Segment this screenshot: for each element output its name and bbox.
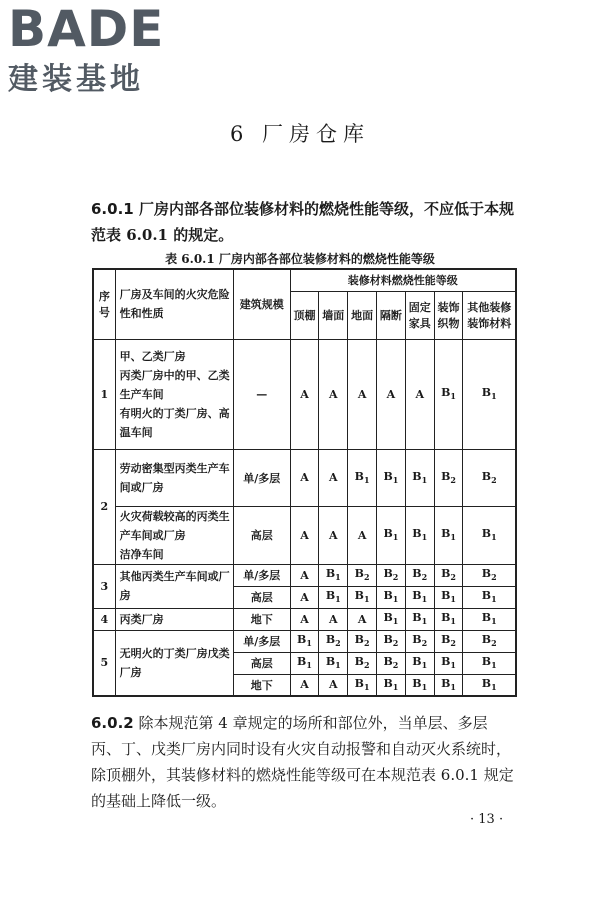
- cell-value: $B_1$: [348, 449, 377, 506]
- cell-value: $B_2$: [348, 630, 377, 652]
- header-seq: 序号: [93, 269, 115, 339]
- row-nature: 丙类厂房: [115, 608, 233, 630]
- cell-value: $B_1$: [319, 564, 348, 586]
- table-caption: 表 6.0.1 厂房内部各部位装修材料的燃烧性能等级: [165, 252, 435, 266]
- clause-6-0-1: [91, 196, 516, 248]
- cell-value: $B_1$: [463, 674, 516, 696]
- row-nature: 无明火的丁类厂房戊类厂房: [115, 630, 233, 696]
- logo-subtitle: 建装基地: [8, 62, 144, 97]
- cell-value: $B_1$: [463, 652, 516, 674]
- cell-value: $B_2$: [463, 449, 516, 506]
- cell-value: $B_1$: [434, 608, 463, 630]
- row-seq: 1: [93, 339, 115, 449]
- cell-value: A: [290, 564, 319, 586]
- cell-value: $B_1$: [463, 506, 516, 564]
- header-col: 地面: [348, 291, 377, 339]
- logo-wordmark: BADE: [8, 0, 165, 58]
- cell-value: $B_1$: [405, 608, 434, 630]
- cell-value: A: [405, 339, 434, 449]
- cell-value: $B_2$: [434, 449, 463, 506]
- row-scale: 单/多层: [233, 449, 290, 506]
- cell-value: $B_1$: [434, 652, 463, 674]
- cell-value: $B_1$: [463, 339, 516, 449]
- cell-value: A: [319, 339, 348, 449]
- cell-value: A: [348, 339, 377, 449]
- cell-value: $B_1$: [463, 608, 516, 630]
- row-scale: 单/多层: [233, 630, 290, 652]
- cell-value: $B_1$: [377, 506, 406, 564]
- cell-value: $B_1$: [434, 586, 463, 608]
- header-scale: 建筑规模: [233, 269, 290, 339]
- cell-value: A: [290, 339, 319, 449]
- cell-value: $B_1$: [405, 506, 434, 564]
- row-nature: 火灾荷载较高的丙类生产车间或厂房 洁净车间: [115, 506, 233, 564]
- cell-value: $B_2$: [319, 630, 348, 652]
- cell-value: $B_1$: [319, 586, 348, 608]
- row-scale: 高层: [233, 652, 290, 674]
- header-nature: 厂房及车间的火灾危险性和性质: [115, 269, 233, 339]
- header-grade-group: 装修材料燃烧性能等级: [290, 269, 516, 291]
- cell-value: $B_2$: [348, 564, 377, 586]
- cell-value: A: [319, 506, 348, 564]
- cell-value: $B_2$: [377, 652, 406, 674]
- cell-value: A: [290, 449, 319, 506]
- header-col: 其他装修装饰材料: [463, 291, 516, 339]
- cell-value: $B_1$: [348, 586, 377, 608]
- cell-value: A: [348, 608, 377, 630]
- cell-value: $B_1$: [290, 652, 319, 674]
- header-col: 墙面: [319, 291, 348, 339]
- row-nature: 其他丙类生产车间或厂房: [115, 564, 233, 608]
- row-seq: 3: [93, 564, 115, 608]
- header-col: 装饰织物: [434, 291, 463, 339]
- row-scale: 单/多层: [233, 564, 290, 586]
- cell-value: $B_1$: [377, 586, 406, 608]
- chapter-title: 6 厂房仓库: [229, 122, 371, 146]
- row-nature: 甲、乙类厂房 丙类厂房中的甲、乙类生产车间 有明火的丁类厂房、高温车间: [115, 339, 233, 449]
- cell-value: A: [290, 674, 319, 696]
- cell-value: A: [319, 449, 348, 506]
- cell-value: A: [348, 506, 377, 564]
- cell-value: A: [290, 608, 319, 630]
- header-col: 隔断: [377, 291, 406, 339]
- cell-value: A: [377, 339, 406, 449]
- cell-value: $B_2$: [463, 564, 516, 586]
- cell-value: A: [319, 608, 348, 630]
- row-seq: 2: [93, 449, 115, 564]
- page-number: · 13 ·: [470, 812, 504, 827]
- header-col: 顶棚: [290, 291, 319, 339]
- cell-value: $B_1$: [348, 674, 377, 696]
- clause-text: 除本规范第 4 章规定的场所和部位外，当单层、多层丙、丁、戊类厂房内同时设有火灾自动报警和自动灭火系统时，除顶棚外，其装修材料的燃烧性能等级可在本规范表 6.0.1 规定的基础上降低一级。: [91, 714, 514, 810]
- cell-value: $B_1$: [434, 506, 463, 564]
- cell-value: $B_1$: [405, 586, 434, 608]
- cell-value: $B_2$: [434, 630, 463, 652]
- cell-value: $B_1$: [319, 652, 348, 674]
- cell-value: A: [319, 674, 348, 696]
- cell-value: $B_2$: [405, 564, 434, 586]
- cell-value: $B_1$: [377, 608, 406, 630]
- cell-value: $B_1$: [405, 449, 434, 506]
- row-seq: 4: [93, 608, 115, 630]
- logo: [8, 0, 178, 98]
- row-scale: —: [233, 339, 290, 449]
- cell-value: $B_2$: [463, 630, 516, 652]
- cell-value: $B_2$: [377, 630, 406, 652]
- row-nature: 劳动密集型丙类生产车间或厂房: [115, 449, 233, 506]
- row-seq: 5: [93, 630, 115, 696]
- row-scale: 高层: [233, 506, 290, 564]
- cell-value: A: [290, 586, 319, 608]
- cell-value: $B_1$: [405, 674, 434, 696]
- cell-value: $B_1$: [377, 449, 406, 506]
- cell-value: $B_1$: [463, 586, 516, 608]
- cell-value: A: [290, 506, 319, 564]
- cell-value: $B_2$: [377, 564, 406, 586]
- row-scale: 高层: [233, 586, 290, 608]
- cell-value: $B_2$: [434, 564, 463, 586]
- cell-value: $B_1$: [290, 630, 319, 652]
- row-scale: 地下: [233, 674, 290, 696]
- clause-text: 厂房内部各部位装修材料的燃烧性能等级，不应低于本规范表 6.0.1 的规定。: [91, 200, 514, 244]
- cell-value: $B_1$: [434, 674, 463, 696]
- cell-value: $B_2$: [348, 652, 377, 674]
- row-scale: 地下: [233, 608, 290, 630]
- clause-number: 6.0.1: [91, 200, 134, 218]
- fire-rating-table: [92, 268, 517, 697]
- cell-value: $B_1$: [434, 339, 463, 449]
- cell-value: $B_1$: [405, 652, 434, 674]
- clause-6-0-2: [91, 710, 516, 814]
- clause-number: 6.0.2: [91, 714, 134, 732]
- header-col: 固定家具: [405, 291, 434, 339]
- cell-value: $B_2$: [405, 630, 434, 652]
- cell-value: $B_1$: [377, 674, 406, 696]
